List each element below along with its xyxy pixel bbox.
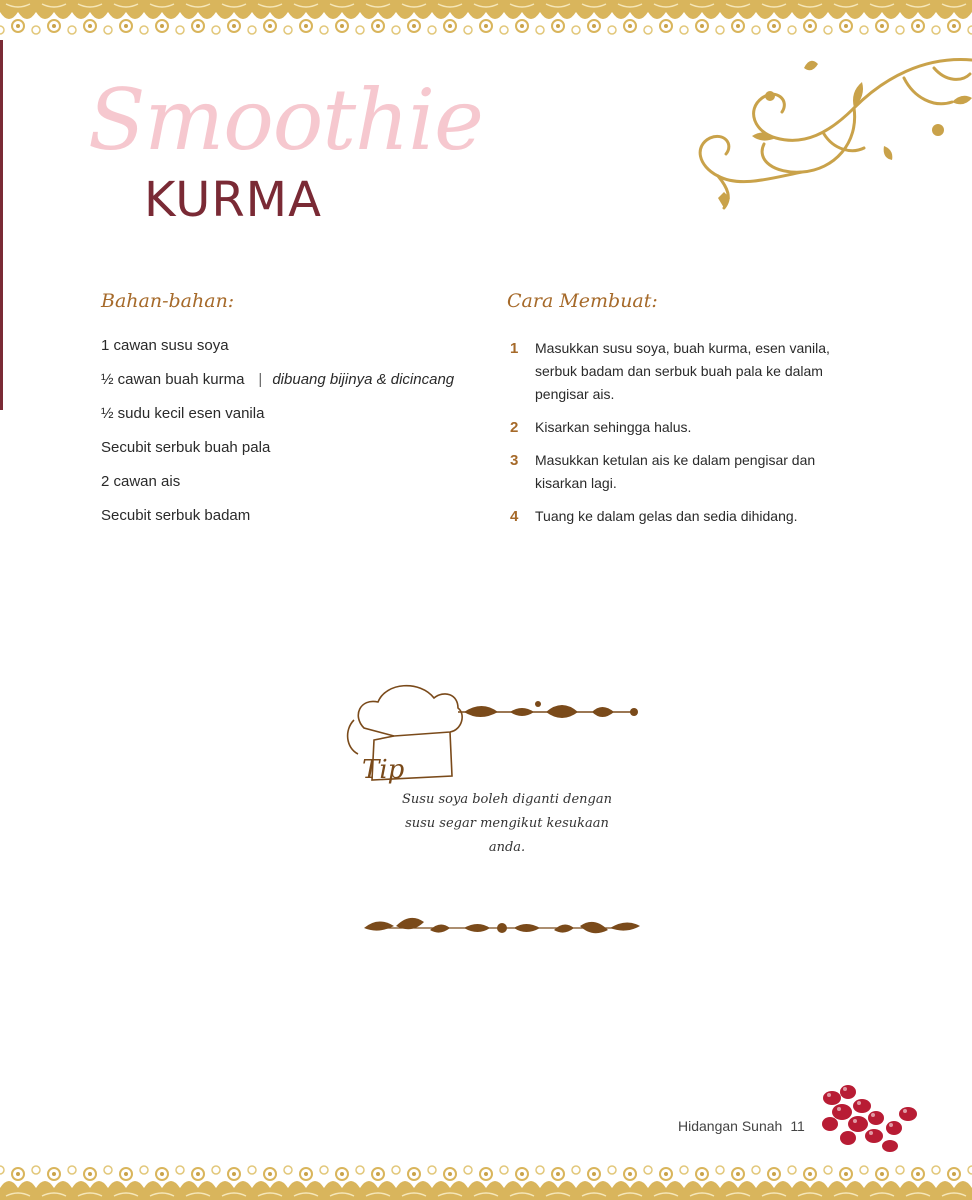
list-item: Secubit serbuk badam <box>101 507 251 524</box>
ornamental-divider <box>360 912 644 942</box>
list-item: ½ sudu kecil esen vanila <box>101 405 265 422</box>
list-item <box>510 449 870 495</box>
list-item: Secubit serbuk buah pala <box>101 439 271 456</box>
step-text: Masukkan susu soya, buah kurma, esen vanila, serbuk badam dan serbuk buah pala ke dalam pengisar ais. <box>535 340 830 402</box>
pomegranate-seeds-image <box>812 1078 924 1158</box>
book-title: Hidangan Sunah <box>678 1118 783 1134</box>
tip-text: Susu soya boleh diganti dengan susu segar mengikut kesukaan anda. <box>402 792 612 855</box>
step-number: 3 <box>510 452 519 469</box>
step-number: 2 <box>510 419 519 436</box>
list-item <box>510 337 870 406</box>
left-edge-stripe <box>0 40 3 410</box>
list-item: 2 cawan ais <box>101 473 181 490</box>
bottom-lace-border <box>0 1160 972 1200</box>
ingredient-note: dibuang bijinya & dicincang <box>272 371 455 388</box>
step-text: Masukkan ketulan ais ke dalam pengisar dan kisarkan lagi. <box>535 452 816 491</box>
step-number: 1 <box>510 340 519 357</box>
page-footer <box>678 1118 805 1134</box>
method-heading: Cara Membuat: <box>507 290 658 312</box>
top-lace-border <box>0 0 972 40</box>
step-text: Kisarkan sehingga halus. <box>535 419 692 435</box>
tip-label: Tip <box>362 755 405 785</box>
step-text: Tuang ke dalam gelas dan sedia dihidang. <box>535 508 798 524</box>
ingredients-list <box>101 336 454 540</box>
list-item: ½ cawan buah kurma | dibuang bijinya & dicincang <box>101 371 455 388</box>
chef-hat-icon <box>334 676 654 796</box>
ingredients-heading: Bahan-bahan: <box>101 290 235 312</box>
list-item <box>510 505 870 528</box>
title-script: Smoothie <box>88 71 483 169</box>
step-number: 4 <box>510 508 519 525</box>
list-item: 1 cawan susu soya <box>101 337 229 354</box>
title-main: KURMA <box>144 172 322 228</box>
list-item <box>510 416 870 439</box>
method-steps <box>510 337 870 528</box>
gold-swirl-ornament <box>684 38 972 214</box>
page-number: 11 <box>790 1118 805 1134</box>
